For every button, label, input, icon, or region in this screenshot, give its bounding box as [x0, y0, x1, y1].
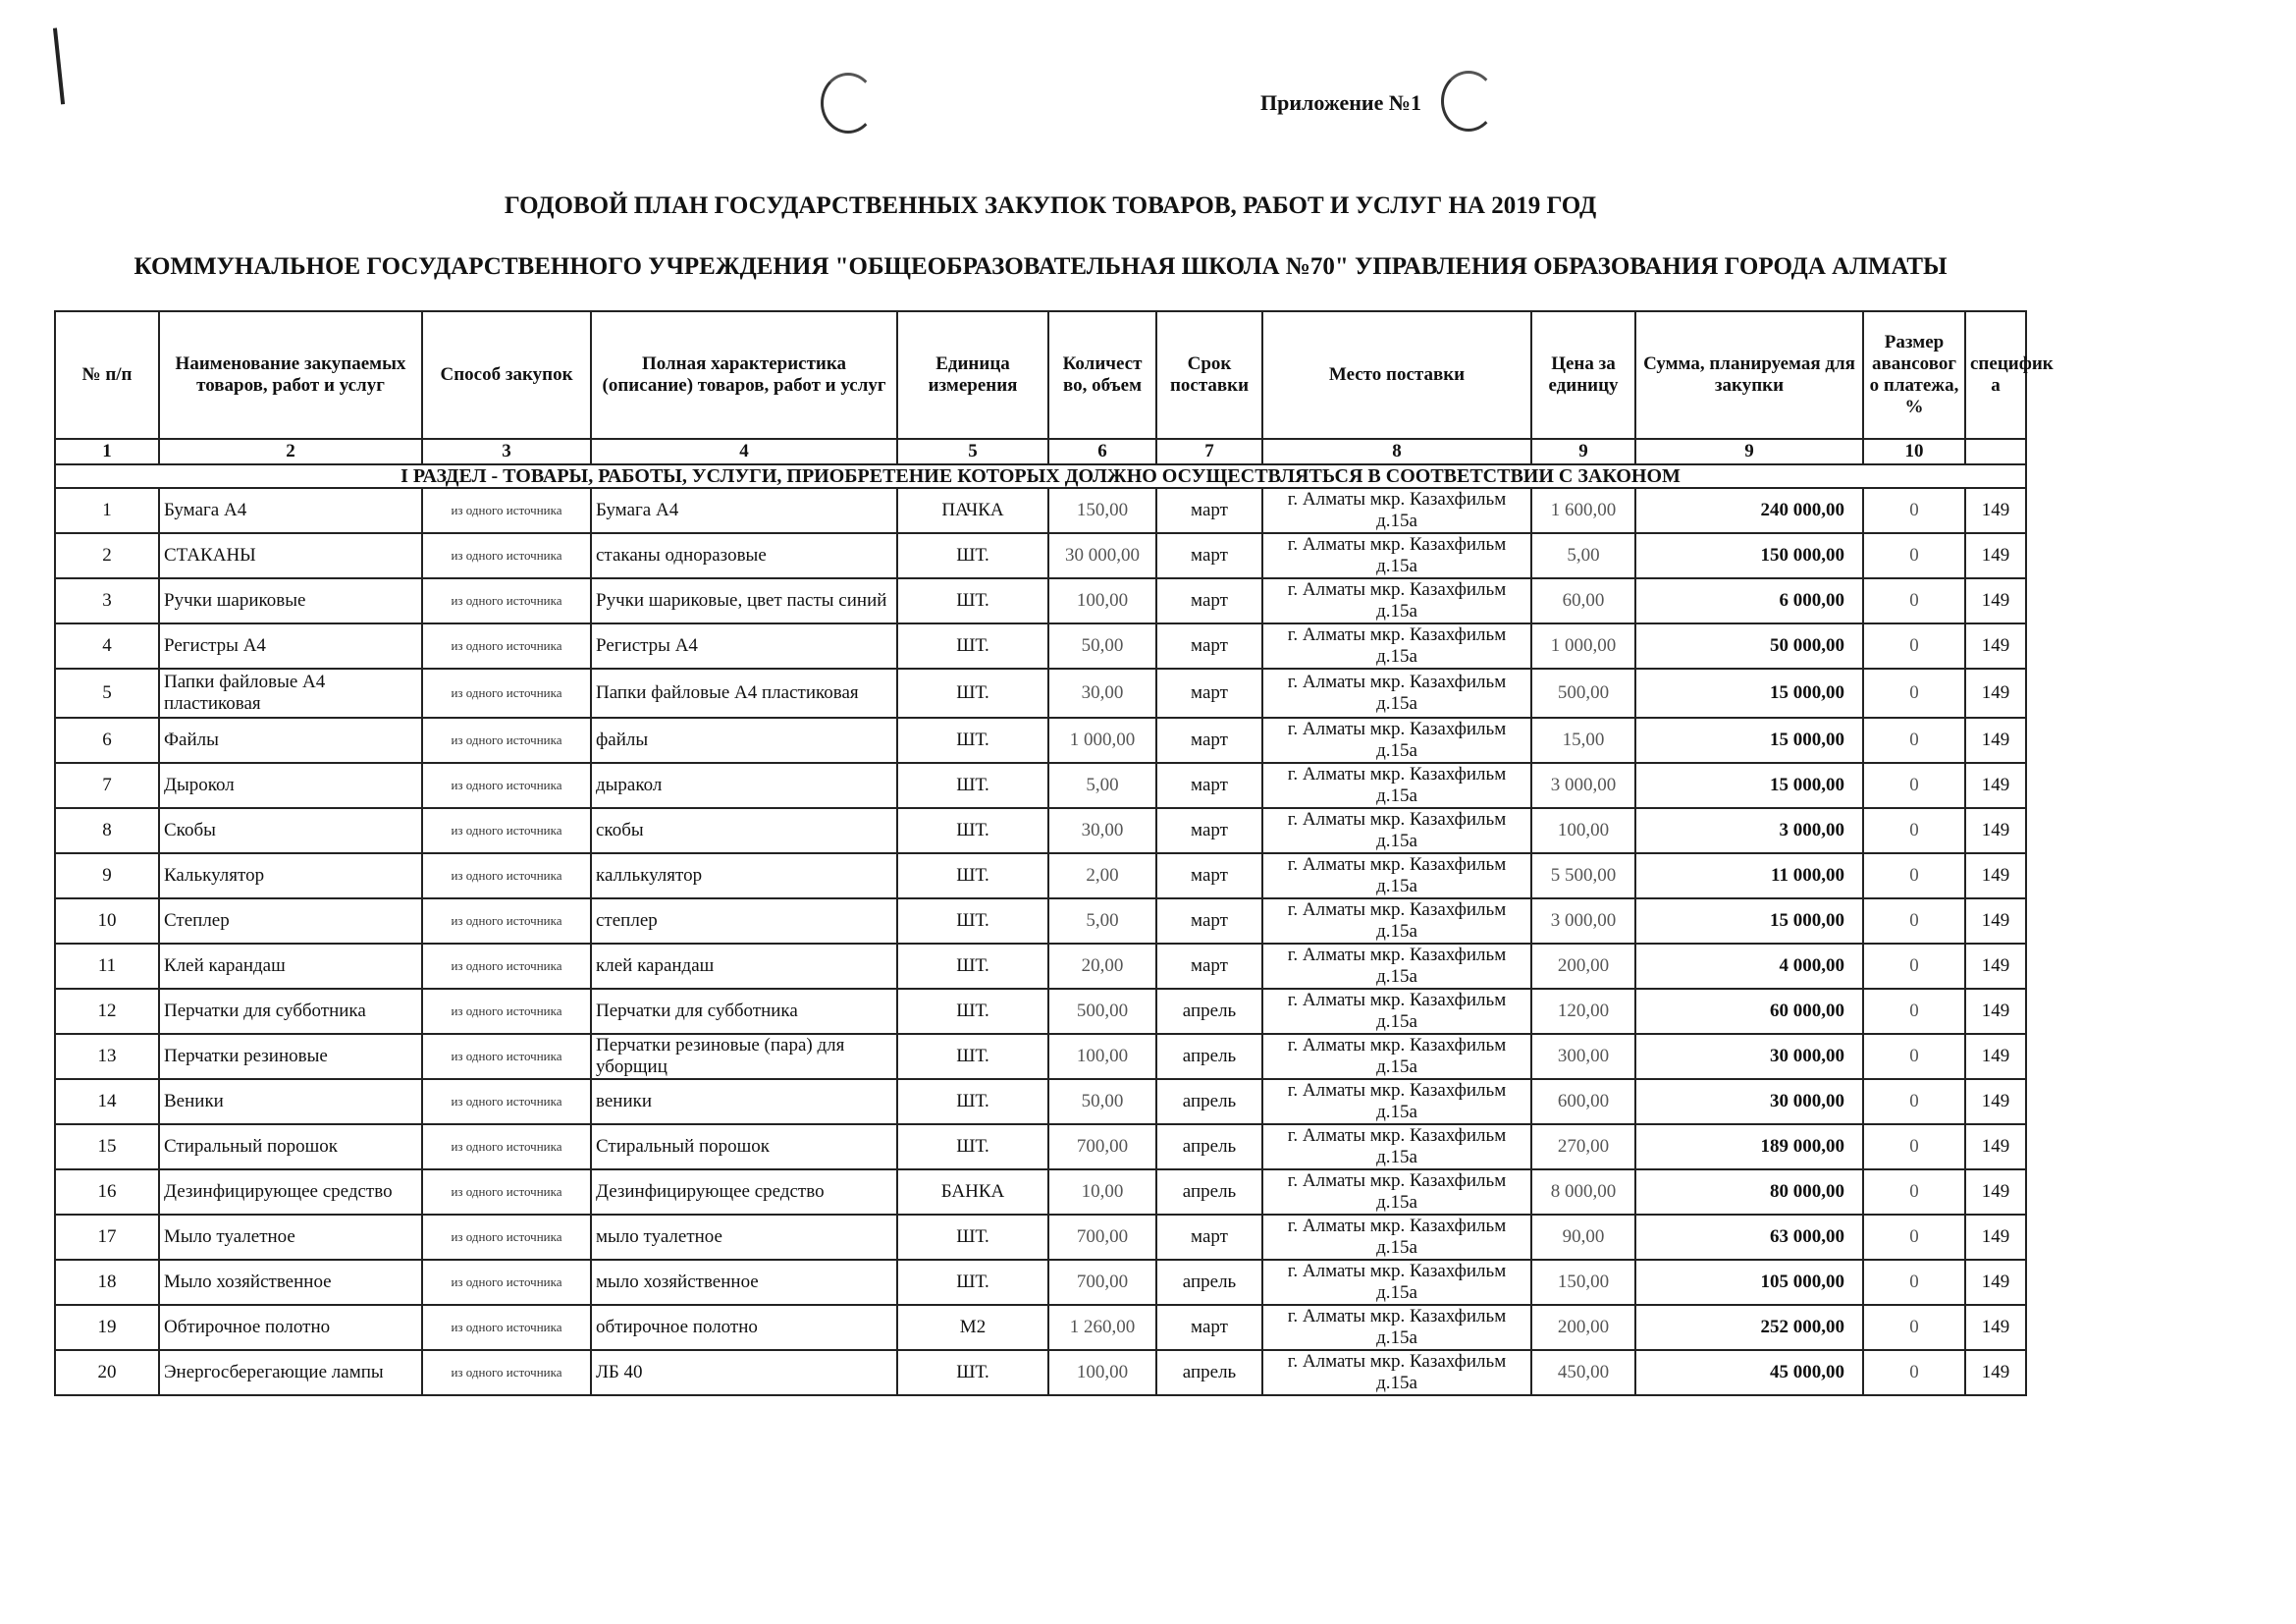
scan-mark [53, 27, 73, 105]
planned-sum: 3 000,00 [1635, 808, 1863, 853]
procurement-method: из одного источника [422, 1079, 591, 1124]
planned-sum: 189 000,00 [1635, 1124, 1863, 1169]
delivery-place: г. Алматы мкр. Казахфильм д.15а [1262, 533, 1531, 578]
planned-sum: 15 000,00 [1635, 669, 1863, 718]
specifics: 149 [1965, 1169, 2026, 1215]
table-row [55, 1215, 2026, 1260]
planned-sum: 6 000,00 [1635, 578, 1863, 623]
item-description: мыло туалетное [591, 1215, 897, 1260]
item-description: Папки файловые А4 пластиковая [591, 669, 897, 718]
specifics: 149 [1965, 1350, 2026, 1395]
planned-sum: 15 000,00 [1635, 763, 1863, 808]
quantity: 500,00 [1048, 989, 1156, 1034]
advance-payment: 0 [1863, 1124, 1965, 1169]
delivery-term: март [1156, 533, 1262, 578]
delivery-place: г. Алматы мкр. Казахфильм д.15а [1262, 944, 1531, 989]
column-number: 6 [1048, 439, 1156, 464]
procurement-method: из одного источника [422, 669, 591, 718]
unit-of-measure: БАНКА [897, 1169, 1048, 1215]
item-description: Ручки шариковые, цвет пасты синий [591, 578, 897, 623]
column-header: Цена за единицу [1531, 311, 1635, 439]
item-name: Степлер [159, 898, 422, 944]
advance-payment: 0 [1863, 763, 1965, 808]
procurement-method: из одного источника [422, 808, 591, 853]
document-subtitle: КОММУНАЛЬНОЕ ГОСУДАРСТВЕННОГО УЧРЕЖДЕНИЯ "ОБЩЕОБРАЗОВАТЕЛЬНАЯ ШКОЛА №70" УПРАВЛЕНИЯ ОБРАЗОВАНИЯ ГОРОДА АЛМАТЫ [133, 253, 1948, 280]
table-row [55, 1305, 2026, 1350]
specifics: 149 [1965, 853, 2026, 898]
planned-sum: 30 000,00 [1635, 1079, 1863, 1124]
specifics: 149 [1965, 1215, 2026, 1260]
column-header: Полная характеристика (описание) товаров, работ и услуг [591, 311, 897, 439]
procurement-method: из одного источника [422, 1215, 591, 1260]
delivery-term: апрель [1156, 1124, 1262, 1169]
table-row [55, 944, 2026, 989]
advance-payment: 0 [1863, 488, 1965, 533]
delivery-term: апрель [1156, 1169, 1262, 1215]
quantity: 700,00 [1048, 1260, 1156, 1305]
delivery-term: март [1156, 853, 1262, 898]
planned-sum: 4 000,00 [1635, 944, 1863, 989]
column-number: 10 [1863, 439, 1965, 464]
quantity: 10,00 [1048, 1169, 1156, 1215]
advance-payment: 0 [1863, 1215, 1965, 1260]
delivery-place: г. Алматы мкр. Казахфильм д.15а [1262, 1124, 1531, 1169]
specifics: 149 [1965, 1305, 2026, 1350]
quantity: 50,00 [1048, 623, 1156, 669]
unit-price: 100,00 [1531, 808, 1635, 853]
procurement-method: из одного источника [422, 623, 591, 669]
planned-sum: 15 000,00 [1635, 718, 1863, 763]
delivery-place: г. Алматы мкр. Казахфильм д.15а [1262, 488, 1531, 533]
unit-of-measure: М2 [897, 1305, 1048, 1350]
table-row [55, 669, 2026, 718]
advance-payment: 0 [1863, 1305, 1965, 1350]
section-title: I РАЗДЕЛ - ТОВАРЫ, РАБОТЫ, УСЛУГИ, ПРИОБРЕТЕНИЕ КОТОРЫХ ДОЛЖНО ОСУЩЕСТВЛЯТЬСЯ В СООТВЕТСТВИИ С ЗАКОНОМ [55, 464, 2026, 488]
unit-price: 15,00 [1531, 718, 1635, 763]
delivery-term: март [1156, 578, 1262, 623]
item-description: веники [591, 1079, 897, 1124]
item-name: Клей карандаш [159, 944, 422, 989]
row-number: 9 [55, 853, 159, 898]
specifics: 149 [1965, 1079, 2026, 1124]
delivery-place: г. Алматы мкр. Казахфильм д.15а [1262, 1350, 1531, 1395]
planned-sum: 105 000,00 [1635, 1260, 1863, 1305]
unit-price: 200,00 [1531, 1305, 1635, 1350]
specifics: 149 [1965, 623, 2026, 669]
row-number: 1 [55, 488, 159, 533]
planned-sum: 240 000,00 [1635, 488, 1863, 533]
row-number: 10 [55, 898, 159, 944]
unit-of-measure: ШТ. [897, 718, 1048, 763]
procurement-method: из одного источника [422, 1260, 591, 1305]
advance-payment: 0 [1863, 1350, 1965, 1395]
item-name: Ручки шариковые [159, 578, 422, 623]
item-name: Перчатки для субботника [159, 989, 422, 1034]
advance-payment: 0 [1863, 989, 1965, 1034]
item-description: файлы [591, 718, 897, 763]
item-name: Дырокол [159, 763, 422, 808]
column-header: № п/п [55, 311, 159, 439]
advance-payment: 0 [1863, 533, 1965, 578]
item-name: Стиральный порошок [159, 1124, 422, 1169]
unit-of-measure: ШТ. [897, 1079, 1048, 1124]
quantity: 100,00 [1048, 1034, 1156, 1079]
item-description: дыракол [591, 763, 897, 808]
item-description: Перчатки для субботника [591, 989, 897, 1034]
item-name: Скобы [159, 808, 422, 853]
quantity: 700,00 [1048, 1215, 1156, 1260]
planned-sum: 60 000,00 [1635, 989, 1863, 1034]
column-number: 9 [1635, 439, 1863, 464]
table-row [55, 1260, 2026, 1305]
unit-of-measure: ШТ. [897, 853, 1048, 898]
item-description: степлер [591, 898, 897, 944]
delivery-term: март [1156, 488, 1262, 533]
planned-sum: 150 000,00 [1635, 533, 1863, 578]
advance-payment: 0 [1863, 898, 1965, 944]
delivery-place: г. Алматы мкр. Казахфильм д.15а [1262, 1079, 1531, 1124]
item-description: Бумага А4 [591, 488, 897, 533]
procurement-method: из одного источника [422, 718, 591, 763]
delivery-place: г. Алматы мкр. Казахфильм д.15а [1262, 1260, 1531, 1305]
specifics: 149 [1965, 1034, 2026, 1079]
item-description: каллькулятор [591, 853, 897, 898]
item-name: Мыло хозяйственное [159, 1260, 422, 1305]
unit-price: 600,00 [1531, 1079, 1635, 1124]
item-name: Калькулятор [159, 853, 422, 898]
specifics: 149 [1965, 578, 2026, 623]
table-row [55, 1034, 2026, 1079]
unit-price: 300,00 [1531, 1034, 1635, 1079]
item-name: Веники [159, 1079, 422, 1124]
unit-price: 150,00 [1531, 1260, 1635, 1305]
specifics: 149 [1965, 488, 2026, 533]
procurement-method: из одного источника [422, 989, 591, 1034]
row-number: 7 [55, 763, 159, 808]
quantity: 100,00 [1048, 578, 1156, 623]
unit-price: 120,00 [1531, 989, 1635, 1034]
unit-price: 3 000,00 [1531, 763, 1635, 808]
procurement-method: из одного источника [422, 533, 591, 578]
unit-of-measure: ШТ. [897, 763, 1048, 808]
unit-price: 5 500,00 [1531, 853, 1635, 898]
section-row [55, 464, 2026, 488]
column-number: 5 [897, 439, 1048, 464]
table-row [55, 488, 2026, 533]
item-name: Регистры А4 [159, 623, 422, 669]
row-number: 4 [55, 623, 159, 669]
row-number: 8 [55, 808, 159, 853]
unit-of-measure: ШТ. [897, 533, 1048, 578]
table-row [55, 808, 2026, 853]
item-description: Регистры А4 [591, 623, 897, 669]
delivery-term: апрель [1156, 1260, 1262, 1305]
planned-sum: 45 000,00 [1635, 1350, 1863, 1395]
planned-sum: 63 000,00 [1635, 1215, 1863, 1260]
specifics: 149 [1965, 898, 2026, 944]
planned-sum: 50 000,00 [1635, 623, 1863, 669]
unit-price: 1 600,00 [1531, 488, 1635, 533]
advance-payment: 0 [1863, 1260, 1965, 1305]
unit-price: 450,00 [1531, 1350, 1635, 1395]
item-name: СТАКАНЫ [159, 533, 422, 578]
row-number: 18 [55, 1260, 159, 1305]
unit-of-measure: ШТ. [897, 989, 1048, 1034]
procurement-method: из одного источника [422, 488, 591, 533]
row-number: 5 [55, 669, 159, 718]
item-description: клей карандаш [591, 944, 897, 989]
advance-payment: 0 [1863, 623, 1965, 669]
procurement-method: из одного источника [422, 853, 591, 898]
item-name: Мыло туалетное [159, 1215, 422, 1260]
delivery-term: апрель [1156, 1079, 1262, 1124]
item-description: стаканы одноразовые [591, 533, 897, 578]
table-row [55, 898, 2026, 944]
delivery-place: г. Алматы мкр. Казахфильм д.15а [1262, 808, 1531, 853]
unit-of-measure: ШТ. [897, 1260, 1048, 1305]
column-number: 9 [1531, 439, 1635, 464]
unit-of-measure: ШТ. [897, 578, 1048, 623]
quantity: 1 000,00 [1048, 718, 1156, 763]
item-name: Папки файловые А4 пластиковая [159, 669, 422, 718]
quantity: 100,00 [1048, 1350, 1156, 1395]
table-row [55, 1079, 2026, 1124]
row-number: 16 [55, 1169, 159, 1215]
item-description: Перчатки резиновые (пара) для уборщиц [591, 1034, 897, 1079]
delivery-term: март [1156, 808, 1262, 853]
planned-sum: 30 000,00 [1635, 1034, 1863, 1079]
punch-hole-mark [821, 73, 876, 134]
unit-of-measure: ШТ. [897, 808, 1048, 853]
planned-sum: 15 000,00 [1635, 898, 1863, 944]
table-header-row [55, 311, 2026, 439]
delivery-term: март [1156, 669, 1262, 718]
advance-payment: 0 [1863, 1169, 1965, 1215]
specifics: 149 [1965, 944, 2026, 989]
advance-payment: 0 [1863, 1034, 1965, 1079]
quantity: 20,00 [1048, 944, 1156, 989]
item-name: Обтирочное полотно [159, 1305, 422, 1350]
specifics: 149 [1965, 1260, 2026, 1305]
table-row [55, 1124, 2026, 1169]
column-number [1965, 439, 2026, 464]
table-row [55, 1350, 2026, 1395]
procurement-method: из одного источника [422, 1305, 591, 1350]
column-number: 7 [1156, 439, 1262, 464]
procurement-method: из одного источника [422, 1169, 591, 1215]
table-row [55, 763, 2026, 808]
procurement-method: из одного источника [422, 1350, 591, 1395]
unit-of-measure: ШТ. [897, 898, 1048, 944]
procurement-method: из одного источника [422, 1034, 591, 1079]
advance-payment: 0 [1863, 669, 1965, 718]
delivery-term: апрель [1156, 1350, 1262, 1395]
column-header: Место поставки [1262, 311, 1531, 439]
table-row [55, 853, 2026, 898]
procurement-method: из одного источника [422, 898, 591, 944]
advance-payment: 0 [1863, 944, 1965, 989]
column-header: Размер авансовог о платежа, % [1863, 311, 1965, 439]
table-row [55, 1169, 2026, 1215]
delivery-place: г. Алматы мкр. Казахфильм д.15а [1262, 1305, 1531, 1350]
unit-of-measure: ШТ. [897, 1350, 1048, 1395]
item-description: Стиральный порошок [591, 1124, 897, 1169]
item-description: скобы [591, 808, 897, 853]
row-number: 11 [55, 944, 159, 989]
specifics: 149 [1965, 763, 2026, 808]
specifics: 149 [1965, 808, 2026, 853]
row-number: 19 [55, 1305, 159, 1350]
procurement-table [54, 310, 2054, 1396]
delivery-place: г. Алматы мкр. Казахфильм д.15а [1262, 669, 1531, 718]
delivery-place: г. Алматы мкр. Казахфильм д.15а [1262, 1215, 1531, 1260]
unit-of-measure: ШТ. [897, 1124, 1048, 1169]
column-numbers-row [55, 439, 2026, 464]
column-header: Количест во, объем [1048, 311, 1156, 439]
unit-of-measure: ШТ. [897, 623, 1048, 669]
unit-price: 8 000,00 [1531, 1169, 1635, 1215]
row-number: 2 [55, 533, 159, 578]
planned-sum: 252 000,00 [1635, 1305, 1863, 1350]
row-number: 17 [55, 1215, 159, 1260]
delivery-term: март [1156, 944, 1262, 989]
advance-payment: 0 [1863, 1079, 1965, 1124]
planned-sum: 80 000,00 [1635, 1169, 1863, 1215]
delivery-place: г. Алматы мкр. Казахфильм д.15а [1262, 898, 1531, 944]
delivery-place: г. Алматы мкр. Казахфильм д.15а [1262, 853, 1531, 898]
specifics: 149 [1965, 533, 2026, 578]
delivery-place: г. Алматы мкр. Казахфильм д.15а [1262, 989, 1531, 1034]
advance-payment: 0 [1863, 718, 1965, 763]
delivery-place: г. Алматы мкр. Казахфильм д.15а [1262, 1034, 1531, 1079]
delivery-term: март [1156, 1305, 1262, 1350]
table-row [55, 578, 2026, 623]
advance-payment: 0 [1863, 578, 1965, 623]
quantity: 5,00 [1048, 763, 1156, 808]
delivery-term: апрель [1156, 1034, 1262, 1079]
specifics: 149 [1965, 1124, 2026, 1169]
procurement-method: из одного источника [422, 1124, 591, 1169]
item-name: Дезинфицирующее средство [159, 1169, 422, 1215]
delivery-term: март [1156, 1215, 1262, 1260]
delivery-place: г. Алматы мкр. Казахфильм д.15а [1262, 623, 1531, 669]
column-number: 8 [1262, 439, 1531, 464]
row-number: 12 [55, 989, 159, 1034]
specifics: 149 [1965, 989, 2026, 1034]
row-number: 6 [55, 718, 159, 763]
row-number: 3 [55, 578, 159, 623]
item-description: Дезинфицирующее средство [591, 1169, 897, 1215]
delivery-place: г. Алматы мкр. Казахфильм д.15а [1262, 718, 1531, 763]
column-number: 4 [591, 439, 897, 464]
delivery-place: г. Алматы мкр. Казахфильм д.15а [1262, 1169, 1531, 1215]
punch-hole-mark [1441, 71, 1496, 132]
unit-of-measure: ШТ. [897, 944, 1048, 989]
quantity: 30,00 [1048, 808, 1156, 853]
advance-payment: 0 [1863, 808, 1965, 853]
column-header: Срок поставки [1156, 311, 1262, 439]
table-row [55, 623, 2026, 669]
quantity: 50,00 [1048, 1079, 1156, 1124]
unit-of-measure: ШТ. [897, 669, 1048, 718]
column-number: 1 [55, 439, 159, 464]
procurement-method: из одного источника [422, 944, 591, 989]
quantity: 5,00 [1048, 898, 1156, 944]
delivery-term: март [1156, 718, 1262, 763]
delivery-place: г. Алматы мкр. Казахфильм д.15а [1262, 578, 1531, 623]
item-name: Энергосберегающие лампы [159, 1350, 422, 1395]
delivery-place: г. Алматы мкр. Казахфильм д.15а [1262, 763, 1531, 808]
table-row [55, 989, 2026, 1034]
unit-price: 200,00 [1531, 944, 1635, 989]
column-header: Наименование закупаемых товаров, работ и услуг [159, 311, 422, 439]
delivery-term: март [1156, 898, 1262, 944]
column-header: Способ закупок [422, 311, 591, 439]
item-name: Файлы [159, 718, 422, 763]
item-description: ЛБ 40 [591, 1350, 897, 1395]
unit-price: 60,00 [1531, 578, 1635, 623]
column-header: Сумма, планируемая для закупки [1635, 311, 1863, 439]
advance-payment: 0 [1863, 853, 1965, 898]
delivery-term: март [1156, 763, 1262, 808]
planned-sum: 11 000,00 [1635, 853, 1863, 898]
specifics: 149 [1965, 718, 2026, 763]
column-number: 3 [422, 439, 591, 464]
column-number: 2 [159, 439, 422, 464]
unit-of-measure: ПАЧКА [897, 488, 1048, 533]
procurement-method: из одного источника [422, 578, 591, 623]
row-number: 13 [55, 1034, 159, 1079]
quantity: 1 260,00 [1048, 1305, 1156, 1350]
unit-price: 5,00 [1531, 533, 1635, 578]
unit-price: 270,00 [1531, 1124, 1635, 1169]
procurement-method: из одного источника [422, 763, 591, 808]
row-number: 14 [55, 1079, 159, 1124]
delivery-term: апрель [1156, 989, 1262, 1034]
unit-of-measure: ШТ. [897, 1034, 1048, 1079]
quantity: 30 000,00 [1048, 533, 1156, 578]
table-row [55, 533, 2026, 578]
column-header: Единица измерения [897, 311, 1048, 439]
item-name: Перчатки резиновые [159, 1034, 422, 1079]
specifics: 149 [1965, 669, 2026, 718]
quantity: 2,00 [1048, 853, 1156, 898]
document-title: ГОДОВОЙ ПЛАН ГОСУДАРСТВЕННЫХ ЗАКУПОК ТОВАРОВ, РАБОТ И УСЛУГ НА 2019 ГОД [504, 192, 1597, 219]
unit-price: 3 000,00 [1531, 898, 1635, 944]
quantity: 30,00 [1048, 669, 1156, 718]
column-header: специфик а [1965, 311, 2026, 439]
item-description: обтирочное полотно [591, 1305, 897, 1350]
item-description: мыло хозяйственное [591, 1260, 897, 1305]
item-name: Бумага А4 [159, 488, 422, 533]
unit-price: 90,00 [1531, 1215, 1635, 1260]
unit-price: 1 000,00 [1531, 623, 1635, 669]
table-row [55, 718, 2026, 763]
quantity: 700,00 [1048, 1124, 1156, 1169]
row-number: 20 [55, 1350, 159, 1395]
delivery-term: март [1156, 623, 1262, 669]
quantity: 150,00 [1048, 488, 1156, 533]
row-number: 15 [55, 1124, 159, 1169]
appendix-label: Приложение №1 [1260, 90, 1421, 115]
unit-of-measure: ШТ. [897, 1215, 1048, 1260]
unit-price: 500,00 [1531, 669, 1635, 718]
